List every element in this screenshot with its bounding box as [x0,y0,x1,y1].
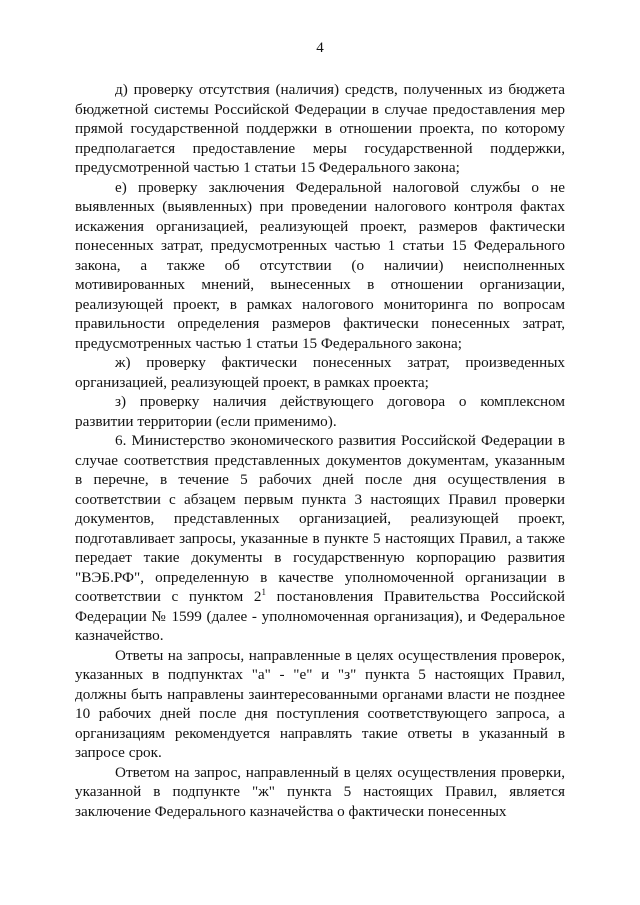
paragraph-6 [75,431,565,646]
paragraph-z: з) проверку наличия действующего договора о комплексном развитии территории (если применимо). [75,393,565,430]
paragraph-6-text: 6. Министерство экономического развития Российской Федерации в случае соответствия представленных документов документам, указанным в перечне, в течение 5 рабочих дней после дня осуществления в соответствии с абзацем первым пункта 3 настоящих Правил проверки документов, представленных организацией, реализующей проект, подготавливает запросы, указанные в пункте 5 настоящих Правил, а также передает такие документы в государственную корпорацию развития "ВЭБ.РФ", определенную в качестве уполномоченной организации в соответствии с пунктом 2 [75,432,565,605]
paragraph-answer: Ответом на запрос, направленный в целях осуществления проверки, указанной в подпункте "ж" пункта 5 настоящих Правил, является заключение Федерального казначейства о фактически понесенных [75,763,565,820]
document-body [75,80,565,821]
paragraph-zh: ж) проверку фактически понесенных затрат, произведенных организацией, реализующей проект, в рамках проекта; [75,354,565,391]
paragraph-d: д) проверку отсутствия (наличия) средств, полученных из бюджета бюджетной системы Российской Федерации в случае предоставления мер прямой государственной поддержки в отношении проекта, по которому предполагается предоставление меры государственной поддержки, предусмотренной частью 1 статьи 15 Федерального закона; [75,81,565,176]
superscript: 1 [261,586,266,597]
paragraph-responses: Ответы на запросы, направленные в целях осуществления проверок, указанных в подпунктах "а" - "е" и "з" пункта 5 настоящих Правил, должны быть направлены заинтересованными органами власти не позднее 10 рабочих дней после дня поступления соответствующего запроса, а организациям рекомендуется направлять такие ответы в указанный в запросе срок. [75,646,565,761]
paragraph-6-tail: постановления Правительства Российской Федерации № 1599 (далее - уполномоченная организация), и Федеральное казначейство. [75,588,565,644]
paragraph-e: е) проверку заключения Федеральной налоговой службы о не выявленных (выявленных) при проведении налогового контроля фактах искажения организацией, реализующей проект, размеров фактически понесенных затрат, предусмотренных частью 1 статьи 15 Федерального закона, а также об отсутствии (о наличии) неисполненных мотивированных мнений, вынесенных в отношении организации, реализующей проект, в рамках налогового мониторинга по вопросам правильности определения размеров фактически понесенных затрат, предусмотренных частью 1 статьи 15 Федерального закона; [75,178,565,352]
page-number: 4 [316,40,324,56]
